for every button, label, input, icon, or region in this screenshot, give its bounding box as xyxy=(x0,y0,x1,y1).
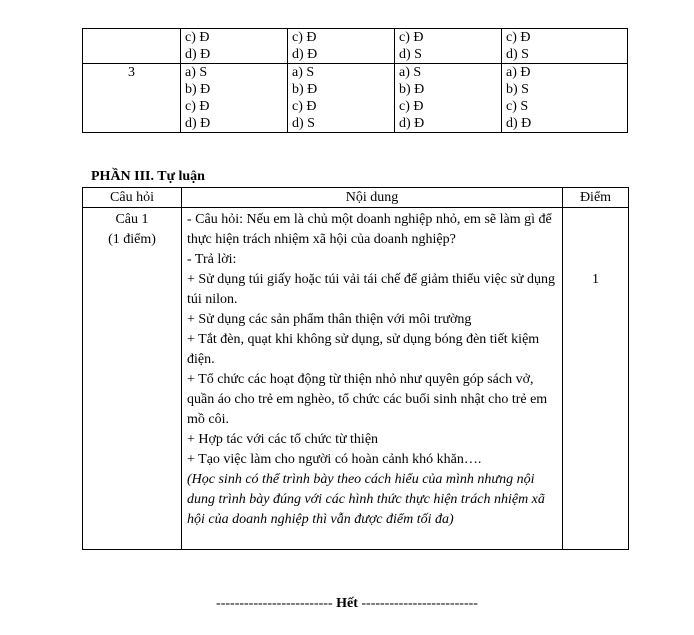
answer-item: c) Đ xyxy=(399,30,424,45)
answer-item: d) Đ xyxy=(185,47,211,62)
content-line: + Hợp tác với các tổ chức từ thiện xyxy=(187,432,379,447)
answer-cell xyxy=(395,29,502,64)
answer-item: c) Đ xyxy=(185,99,210,114)
question-cell xyxy=(83,208,182,550)
answer-item: d) Đ xyxy=(185,116,211,131)
answer-item: c) Đ xyxy=(185,30,210,45)
header-question: Câu hỏi xyxy=(83,188,182,208)
content-line: - Trả lời: xyxy=(187,252,237,267)
answer-item: c) Đ xyxy=(506,30,531,45)
essay-row xyxy=(83,208,629,550)
answer-item: d) S xyxy=(506,47,529,62)
score-cell: 1 xyxy=(563,208,629,550)
answer-cell xyxy=(502,29,628,64)
content-line: + Tạo việc làm cho người có hoàn cảnh khó khăn…. xyxy=(187,452,482,467)
answer-item: b) Đ xyxy=(292,82,318,97)
content-line: + Sử dụng các sản phẩm thân thiện với môi trường xyxy=(187,312,472,327)
header-content: Nội dung xyxy=(182,188,563,208)
answer-item: d) S xyxy=(292,116,315,131)
answer-cell xyxy=(502,64,628,133)
content-line: + Tổ chức các hoạt động từ thiện nhỏ như quyên góp sách vở, quần áo cho trẻ em nghèo, tổ chức các buổi sinh nhật cho trẻ em mồ côi. xyxy=(187,372,548,427)
content-line: + Tắt đèn, quạt khi không sử dụng, sử dụng bóng đèn tiết kiệm điện. xyxy=(187,332,540,367)
question-label: Câu 1 xyxy=(115,212,149,227)
answer-item: d) Đ xyxy=(292,47,318,62)
answer-item: c) Đ xyxy=(292,30,317,45)
question-number-cell xyxy=(83,29,181,64)
answer-item: a) S xyxy=(185,65,208,80)
answer-item: b) Đ xyxy=(185,82,211,97)
answer-item: d) Đ xyxy=(399,116,425,131)
answer-item: a) Đ xyxy=(506,65,531,80)
answer-item: b) S xyxy=(506,82,529,97)
answer-cell xyxy=(395,64,502,133)
answer-item: b) Đ xyxy=(399,82,425,97)
question-number-cell xyxy=(83,64,181,133)
question-points: (1 điểm) xyxy=(108,232,156,247)
answer-cell xyxy=(181,64,288,133)
end-dashes-left: ------------------------- xyxy=(216,596,333,611)
grading-note: (Học sinh có thể trình bày theo cách hiểu của mình nhưng nội dung trình bày đúng với các hình thức thực hiện trách nhiệm xã hội của doanh nghiệp thì vẫn được điểm tối đa) xyxy=(187,472,545,527)
answer-cell xyxy=(181,29,288,64)
answer-row xyxy=(83,29,628,64)
answer-item: c) Đ xyxy=(399,99,424,114)
content-line: - Câu hỏi: Nếu em là chủ một doanh nghiệp nhỏ, em sẽ làm gì để thực hiện trách nhiệm xã hội của doanh nghiệp? xyxy=(187,212,552,247)
content-line: + Sử dụng túi giấy hoặc túi vải tái chế để giảm thiểu việc sử dụng túi nilon. xyxy=(187,272,555,307)
answer-item: a) S xyxy=(399,65,422,80)
answer-item: c) Đ xyxy=(292,99,317,114)
answer-row xyxy=(83,64,628,133)
answer-table xyxy=(82,28,628,133)
content-cell xyxy=(182,208,563,550)
end-word: Hết xyxy=(336,596,358,611)
answer-item: d) S xyxy=(399,47,422,62)
essay-table xyxy=(82,187,629,550)
answer-cell xyxy=(288,29,395,64)
header-score: Điểm xyxy=(563,188,629,208)
answer-item: c) S xyxy=(506,99,529,114)
end-marker xyxy=(0,596,694,612)
answer-item: d) Đ xyxy=(506,116,532,131)
essay-header-row xyxy=(83,188,629,208)
question-number: 3 xyxy=(128,65,135,80)
end-dashes-right: ------------------------- xyxy=(361,596,478,611)
section-heading: PHẦN III. Tự luận xyxy=(91,169,205,184)
answer-cell xyxy=(288,64,395,133)
answer-item: a) S xyxy=(292,65,315,80)
